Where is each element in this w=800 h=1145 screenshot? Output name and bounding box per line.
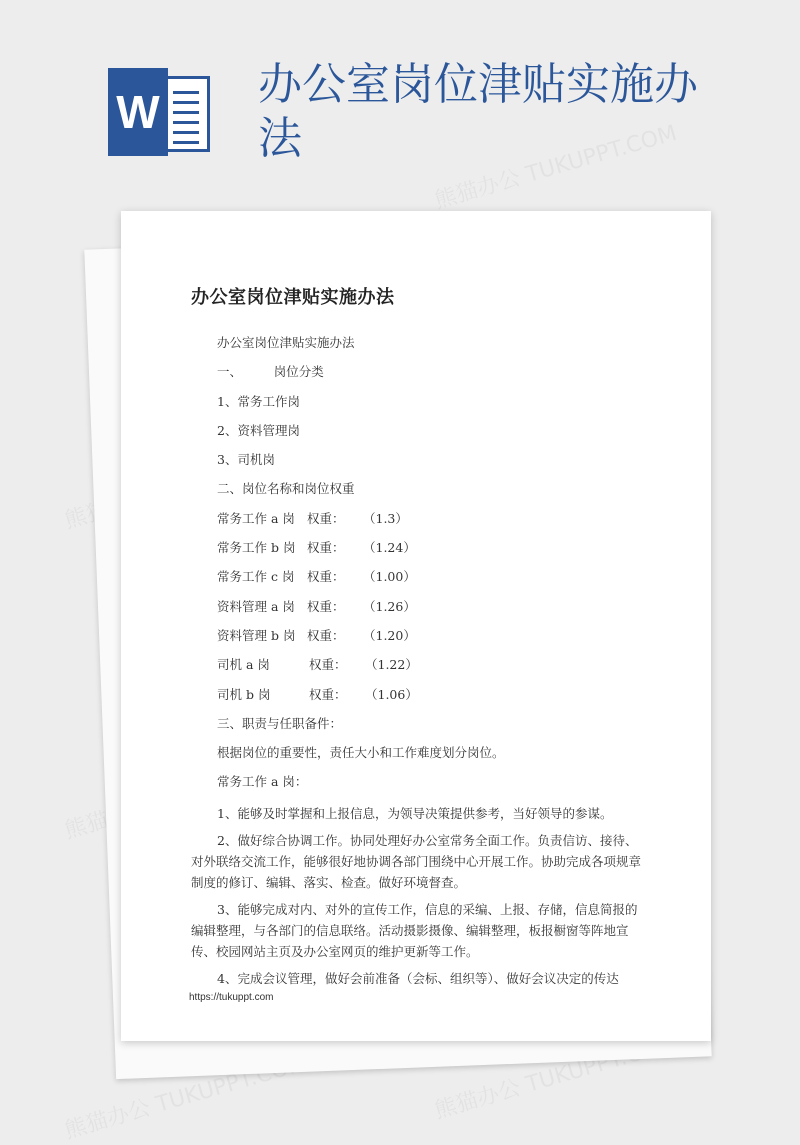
page-heading: 办公室岗位津贴实施办法 [191, 287, 395, 308]
text-line: 3、司机岗 [217, 452, 275, 468]
document-page [121, 211, 711, 1041]
text-line: 根据岗位的重要性，责任大小和工作难度划分岗位。 [217, 745, 505, 761]
text-line: 1、常务工作岗 [217, 393, 300, 409]
duty-paragraph: 4、完成会议管理，做好会前准备（会标、组织等）、做好会议决定的传达 [217, 970, 619, 986]
document-title: 办公室岗位津贴实施办法 [258, 59, 698, 164]
footer-url[interactable]: https://tukuppt.com [189, 992, 274, 1003]
weight-row: 常务工作 c 岗 权重： （1.00） [217, 569, 416, 585]
section-heading: 三、职责与任职备件： [217, 715, 343, 731]
weight-row: 资料管理 b 岗 权重： （1.20） [217, 627, 416, 643]
weight-row: 司机 b 岗 权重： （1.06） [217, 686, 418, 702]
weight-row: 常务工作 b 岗 权重： （1.24） [217, 540, 416, 556]
document-body [191, 328, 649, 993]
weight-row: 常务工作 a 岗 权重： （1.3） [217, 510, 408, 526]
weight-row: 资料管理 a 岗 权重： （1.26） [217, 598, 416, 614]
weight-row: 司机 a 岗 权重： （1.22） [217, 657, 418, 673]
duty-paragraph: 3、能够完成对内、对外的宣传工作，信息的采编、上报、存储，信息简报的编辑整理，与各部门的信息联络。活动摄影摄像、编辑整理，板报橱窗等阵地宣传、校园网站主页及办公室网页的维护更新等工作。 [191, 901, 638, 959]
text-line: 二、岗位名称和岗位权重 [217, 481, 355, 497]
text-line: 一、 岗位分类 [217, 364, 324, 380]
duty-paragraph: 2、做好综合协调工作。协同处理好办公室常务全面工作。负责信访、接待、对外联络交流工作，能够很好地协调各部门围绕中心开展工作。协助完成各项规章制度的修订、编辑、落实、检查。做好环境督查。 [191, 832, 642, 890]
text-line: 2、资料管理岗 [217, 422, 300, 438]
text-line: 常务工作 a 岗： [217, 774, 308, 790]
text-line: 办公室岗位津贴实施办法 [217, 335, 355, 350]
word-letter: W [108, 68, 168, 156]
duty-paragraph: 1、能够及时掌握和上报信息，为领导决策提供参考，当好领导的参谋。 [217, 805, 613, 821]
word-file-icon [108, 68, 214, 156]
